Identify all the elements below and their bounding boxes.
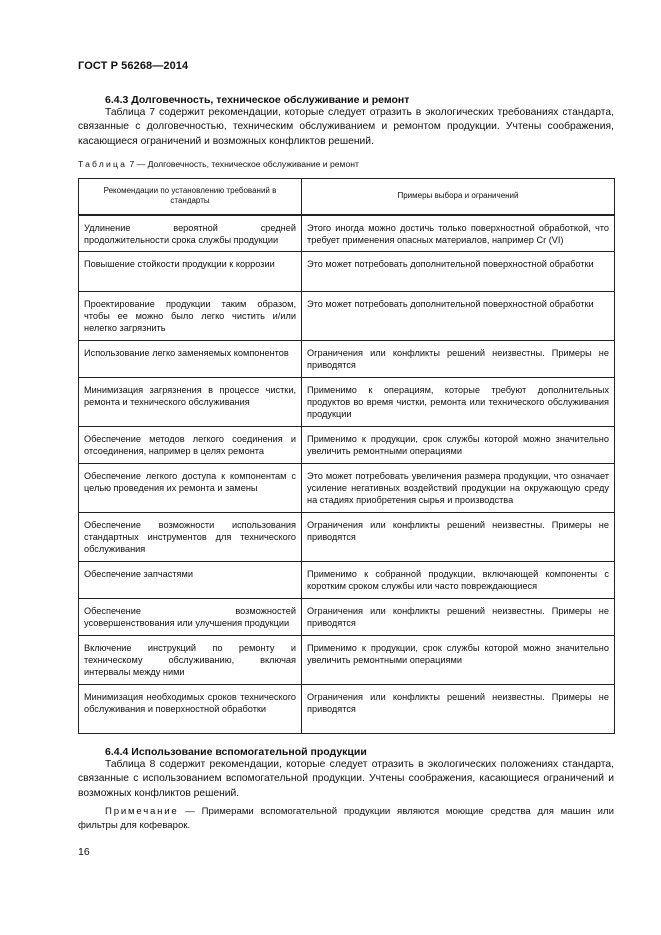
example-cell: Это может потребовать дополнительной поверхностной обработки bbox=[302, 292, 615, 341]
example-cell: Это может потребовать увеличения размера продукции, что означает усиление негативных воздействий продукции на окружающую среду на стадиях приобретения сырья и производства bbox=[302, 464, 615, 513]
table-7 bbox=[78, 178, 615, 734]
example-cell: Применимо к собранной продукции, включающей компоненты с коротким сроком службы или часто повреждающиеся bbox=[302, 562, 615, 599]
recommendation-cell: Удлинение вероятной средней продолжительности срока службы продукции bbox=[79, 215, 302, 252]
table-caption-text: 7 — Долговечность, техническое обслуживание и ремонт bbox=[127, 159, 359, 169]
recommendation-cell: Минимизация необходимых сроков технического обслуживания и поверхностной обработки bbox=[79, 685, 302, 734]
table-row bbox=[79, 513, 615, 562]
recommendation-cell: Повышение стойкости продукции к коррозии bbox=[79, 252, 302, 292]
table-row bbox=[79, 562, 615, 599]
recommendation-cell: Обеспечение методов легкого соединения и отсоединения, например в целях ремонта bbox=[79, 427, 302, 464]
table-row bbox=[79, 427, 615, 464]
table-row bbox=[79, 215, 615, 252]
table-row bbox=[79, 685, 615, 734]
example-cell: Применимо к операциям, которые требуют дополнительных продуктов во время чистки, ремонта или технического обслуживания продукции bbox=[302, 378, 615, 427]
document-header: ГОСТ Р 56268—2014 bbox=[78, 60, 189, 72]
table-row bbox=[79, 378, 615, 427]
note bbox=[78, 805, 614, 832]
table-7-caption bbox=[78, 159, 359, 169]
table-caption-label: Таблица bbox=[78, 159, 128, 169]
example-cell: Применимо к продукции, срок службы которой можно значительно увеличить ремонтными операциями bbox=[302, 636, 615, 685]
example-cell: Ограничения или конфликты решений неизвестны. Примеры не приводятся bbox=[302, 599, 615, 636]
table-row bbox=[79, 252, 615, 292]
note-text: — Примерами вспомогательной продукции являются моющие средства для машин или фильтры для кофеварок. bbox=[78, 806, 614, 831]
section-6-4-4-heading: 6.4.4 Использование вспомогательной продукции bbox=[105, 746, 367, 758]
example-cell: Применимо к продукции, срок службы которой можно значительно увеличить ремонтными операциями bbox=[302, 427, 615, 464]
note-label: Примечание bbox=[105, 806, 179, 817]
table-col1-header: Рекомендации по установлению требований в стандарты bbox=[79, 179, 302, 215]
section-6-4-3-paragraph: Таблица 7 содержит рекомендации, которые следует отразить в экологических требованиях стандарта, связанные с долговечностью, техническим обслуживанием и ремонтом продукции. Учтены соображения, касающиеся ограничений и возможных конфликтов решений. bbox=[78, 107, 614, 147]
table-row bbox=[79, 292, 615, 341]
recommendation-cell: Обеспечение возможностей усовершенствования или улучшения продукции bbox=[79, 599, 302, 636]
page-number: 16 bbox=[78, 846, 90, 858]
table-col2-header: Примеры выбора и ограничений bbox=[302, 179, 615, 215]
section-6-4-3-heading: 6.4.3 Долговечность, техническое обслуживание и ремонт bbox=[105, 94, 410, 106]
recommendation-cell: Обеспечение легкого доступа к компонентам с целью проведения их ремонта и замены bbox=[79, 464, 302, 513]
table-row bbox=[79, 636, 615, 685]
table-row bbox=[79, 599, 615, 636]
recommendation-cell: Обеспечение запчастями bbox=[79, 562, 302, 599]
section-6-4-4-paragraph: Таблица 8 содержит рекомендации, которые следует отразить в экологических положениях стандарта, связанные с использованием вспомогательной продукции. Учтены соображения, касающиеся ограничений и возможных конфликтов решений. bbox=[78, 759, 614, 799]
table-row bbox=[79, 341, 615, 378]
example-cell: Ограничения или конфликты решений неизвестны. Примеры не приводятся bbox=[302, 513, 615, 562]
example-cell: Ограничения или конфликты решений неизвестны. Примеры не приводятся bbox=[302, 341, 615, 378]
recommendation-cell: Минимизация загрязнения в процессе чистки, ремонта и технического обслуживания bbox=[79, 378, 302, 427]
example-cell: Ограничения или конфликты решений неизвестны. Примеры не приводятся bbox=[302, 685, 615, 734]
table-header-row bbox=[79, 179, 615, 215]
recommendation-cell: Проектирование продукции таким образом, чтобы ее можно было легко чистить и/или нелегко загрязнить bbox=[79, 292, 302, 341]
example-cell: Это может потребовать дополнительной поверхностной обработки bbox=[302, 252, 615, 292]
example-cell: Этого иногда можно достичь только поверхностной обработкой, что требует применения опасных материалов, например Cr (VI) bbox=[302, 215, 615, 252]
recommendation-cell: Использование легко заменяемых компонентов bbox=[79, 341, 302, 378]
recommendation-cell: Включение инструкций по ремонту и техническому обслуживанию, включая интервалы между ними bbox=[79, 636, 302, 685]
table-row bbox=[79, 464, 615, 513]
recommendation-cell: Обеспечение возможности использования стандартных инструментов для технического обслуживания bbox=[79, 513, 302, 562]
